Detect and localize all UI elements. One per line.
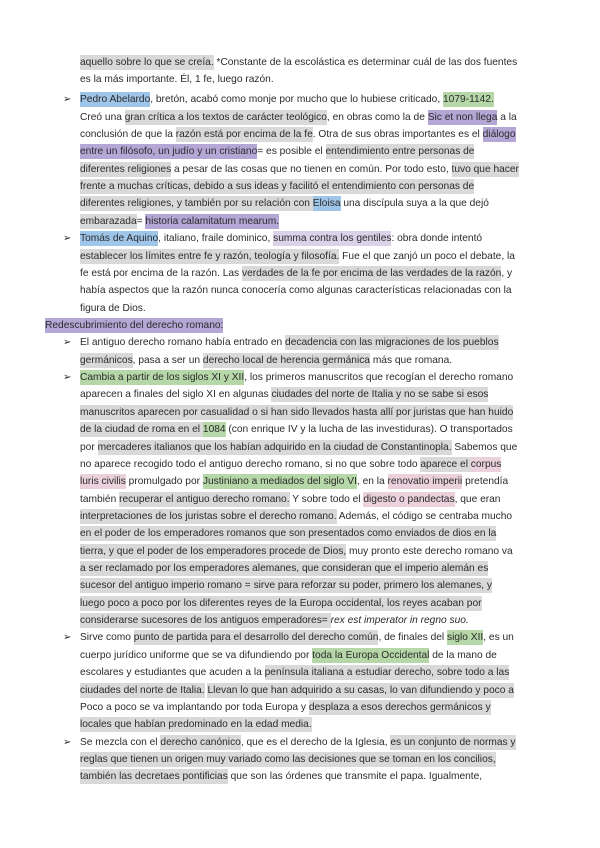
text-run: Poco a poco se va implantando por toda Europa y bbox=[80, 701, 309, 713]
highlighted-text: aparece el bbox=[420, 458, 471, 470]
bullet-arrow-icon: ➢ bbox=[63, 372, 72, 384]
highlighted-text: diálogo bbox=[482, 129, 516, 141]
text-line bbox=[80, 143, 562, 160]
text-run: El antiguo derecho romano había entrado en bbox=[80, 337, 286, 349]
text-line bbox=[80, 248, 562, 265]
text-line bbox=[80, 300, 562, 317]
text-run: aparecen a finales del siglo XI en algunas bbox=[80, 389, 272, 401]
highlighted-text: ciudades del norte de Italia y no se sabe si esos bbox=[271, 389, 489, 401]
highlighted-text: reglas que tienen un origen muy variado como las decisiones que se toman en los concilios, bbox=[80, 753, 496, 765]
highlighted-text: aquello sobre lo que se creía. bbox=[80, 57, 214, 68]
highlighted-text: embarazada bbox=[80, 215, 137, 227]
text-line bbox=[80, 508, 562, 525]
highlighted-text: 1084 bbox=[202, 424, 226, 436]
text-run: por bbox=[80, 441, 98, 453]
bullet-item bbox=[0, 91, 600, 230]
text-line bbox=[80, 577, 562, 594]
highlighted-text: diferentes religiones, y también por su relación con bbox=[80, 198, 313, 210]
highlighted-text: corpus bbox=[470, 458, 502, 470]
highlighted-text: locales que habían predominado en la edad media. bbox=[80, 719, 312, 731]
text-run: cuerpo jurídico uniforme que se va difundiendo por bbox=[80, 649, 313, 661]
highlighted-text: 1079-1142. bbox=[443, 94, 494, 106]
bullet-arrow-icon: ➢ bbox=[63, 632, 72, 644]
highlighted-text: sucesor del antiguo imperio romano = sirve para reforzar su poder, primero los alemanes, y bbox=[80, 580, 492, 592]
highlighted-text: toda la Europa Occidental bbox=[312, 649, 430, 661]
highlighted-text: en el poder de los emperadores romanos que son presentados como enviados de dios en la bbox=[80, 528, 497, 540]
text-run: Y sobre todo el bbox=[289, 493, 364, 505]
text-run: de la mano de bbox=[429, 649, 497, 661]
text-run: pretendía bbox=[462, 476, 509, 488]
text-run: : obra donde intentó bbox=[391, 233, 483, 245]
text-line bbox=[63, 334, 562, 351]
text-line bbox=[63, 734, 562, 751]
highlighted-text: frente a muchas críticas, debido a sus ideas y facilitó el entendimiento con personas de bbox=[80, 181, 475, 193]
highlighted-text: renovatio imperii bbox=[387, 476, 463, 488]
highlighted-text: considerarse sucesores de los antiguos emperadores= bbox=[80, 615, 331, 627]
text-line bbox=[80, 71, 562, 88]
text-line bbox=[80, 595, 562, 612]
highlighted-text: tierra, y que el poder de los emperadores procede de Dios, bbox=[80, 545, 347, 557]
text-run: más que romana. bbox=[369, 354, 453, 366]
text-run: rex est imperator in regno suo. bbox=[330, 615, 469, 627]
text-line bbox=[80, 751, 562, 768]
highlighted-text: a ser reclamado por los emperadores alemanes, que consideran que el imperio alemán es bbox=[80, 563, 489, 575]
highlighted-text: Llevan lo que han adquirido a su casas, lo van difundiendo y poco a bbox=[207, 684, 514, 696]
text-run: Creó una bbox=[80, 111, 125, 123]
highlighted-text: siglo XII bbox=[447, 632, 484, 644]
highlighted-text: punto de partida para el desarrollo del derecho común bbox=[133, 632, 379, 644]
highlighted-text: Sic et non llega bbox=[427, 111, 498, 123]
text-run: , es un bbox=[483, 632, 514, 644]
text-run: es la más importante. Él, 1 fe, luego razón. bbox=[80, 74, 274, 86]
text-run: = es posible el bbox=[257, 146, 326, 158]
highlighted-text: es un conjunto de normas y bbox=[390, 736, 516, 748]
highlighted-text: mercaderes italianos que los habían adquirido en la ciudad de Constantinopla. bbox=[97, 441, 452, 453]
highlighted-text: entre un filósofo, un judío y un cristiano bbox=[80, 146, 258, 158]
text-line bbox=[63, 230, 562, 247]
text-line bbox=[80, 525, 562, 542]
text-line bbox=[80, 195, 562, 212]
text-run: Se mezcla con el bbox=[80, 736, 161, 748]
text-run: (con enrique IV y la lucha de las investiduras). O transportados bbox=[225, 424, 513, 436]
bullet-item bbox=[0, 369, 600, 629]
highlighted-text: ciudades del norte de Italia. bbox=[80, 684, 205, 696]
highlighted-text: gran crítica a los textos de carácter teológico bbox=[124, 111, 327, 123]
text-line bbox=[80, 439, 562, 456]
text-line bbox=[63, 91, 562, 108]
bullet-arrow-icon: ➢ bbox=[63, 94, 72, 106]
text-run: a la bbox=[497, 111, 517, 123]
highlighted-text: Eloisa bbox=[312, 198, 341, 210]
text-run: también bbox=[80, 493, 120, 505]
text-run: fe está por encima de la razón. Las bbox=[80, 267, 242, 279]
text-run: , bretón, acabó como monje por mucho que lo hubiese criticado, bbox=[150, 94, 444, 106]
highlighted-text: diferentes religiones bbox=[80, 163, 172, 175]
text-line bbox=[63, 369, 562, 386]
paragraph bbox=[0, 54, 600, 89]
bullet-arrow-icon: ➢ bbox=[63, 736, 72, 748]
text-line bbox=[80, 664, 562, 681]
text-line bbox=[80, 699, 562, 716]
text-line bbox=[80, 456, 562, 473]
text-line bbox=[45, 317, 560, 334]
highlighted-text: desplaza a esos derechos germánicos y bbox=[308, 701, 491, 713]
text-run: Además, el código se centraba mucho bbox=[336, 510, 513, 522]
text-line bbox=[80, 352, 562, 369]
text-run: . Otra de sus obras importantes es el bbox=[312, 129, 483, 141]
highlighted-text: razón está por encima de la fe bbox=[175, 129, 313, 141]
text-run: escolares y estudiantes que acuden a la bbox=[80, 667, 265, 679]
highlighted-text: también las decretaes pontificias bbox=[80, 771, 228, 783]
text-line bbox=[80, 282, 562, 299]
text-line bbox=[80, 178, 562, 195]
text-run: Fue el que zanjó un poco el debate, la bbox=[339, 250, 515, 262]
text-line bbox=[80, 491, 562, 508]
bullet-item bbox=[0, 230, 600, 317]
text-line bbox=[80, 213, 562, 230]
text-run: , pasa a ser un bbox=[132, 354, 203, 366]
highlighted-text: tuvo que hacer bbox=[451, 163, 519, 175]
text-run: , en la bbox=[356, 476, 388, 488]
text-run: figura de Dios. bbox=[80, 302, 146, 314]
highlighted-text: digesto o pandectas bbox=[363, 493, 455, 505]
text-line bbox=[80, 54, 562, 71]
text-line bbox=[80, 612, 562, 629]
highlighted-text: de la ciudad de roma en el bbox=[80, 424, 203, 436]
text-run: conclusión de que la bbox=[80, 129, 176, 141]
highlighted-text: Redescubrimiento del derecho romano: bbox=[45, 319, 224, 331]
text-run: promulgado por bbox=[125, 476, 203, 488]
highlighted-text: historia calamitatum mearum. bbox=[145, 215, 280, 227]
bullet-item bbox=[0, 334, 600, 369]
text-run: , de finales del bbox=[378, 632, 447, 644]
text-line bbox=[80, 109, 562, 126]
bullet-item bbox=[0, 629, 600, 733]
text-run: una discípula suya a la que dejó bbox=[340, 198, 489, 210]
text-run: , italiano, fraile dominico, bbox=[158, 233, 274, 245]
text-line bbox=[80, 682, 562, 699]
text-run: muy pronto este derecho romano va bbox=[346, 545, 513, 557]
highlighted-text: luego poco a poco por los diferentes reyes de la Europa occidental, los reyes acaban por bbox=[80, 597, 482, 609]
text-line bbox=[80, 421, 562, 438]
text-run: *Constante de la escolástica es determinar cuál de las dos fuentes bbox=[213, 57, 518, 68]
text-run: , y bbox=[501, 267, 513, 279]
highlighted-text: recuperar el antiguo derecho romano. bbox=[119, 493, 290, 505]
highlighted-text: derecho local de herencia germánica bbox=[202, 354, 370, 366]
text-run: , en obras como la de bbox=[326, 111, 428, 123]
highlighted-text: decadencia con las migraciones de los pueblos bbox=[285, 337, 499, 349]
highlighted-text: summa contra los gentiles bbox=[273, 233, 392, 245]
highlighted-text: Justiniano a mediados del siglo VI bbox=[202, 476, 357, 488]
text-line bbox=[80, 404, 562, 421]
text-run: Sabemos que bbox=[451, 441, 518, 453]
highlighted-text: luris civilis bbox=[80, 476, 126, 488]
bullet-item bbox=[0, 734, 600, 786]
section-heading bbox=[0, 317, 600, 334]
text-run: no aparece recogido todo el antiguo derecho romano, si no que sobre todo bbox=[80, 458, 421, 470]
text-run: que son las órdenes que transmite el papa. Igualmente, bbox=[227, 771, 483, 783]
text-run: , que es el derecho de la Iglesia, bbox=[240, 736, 391, 748]
text-line bbox=[63, 629, 562, 646]
highlighted-text: Cambia a partir de los siglos XI y XII bbox=[80, 372, 245, 384]
text-line bbox=[80, 473, 562, 490]
highlighted-text: manuscritos aparecen por casualidad o si han sido llevados hasta allí por juristas que han huido bbox=[80, 406, 514, 418]
bullet-arrow-icon: ➢ bbox=[63, 337, 72, 349]
text-line bbox=[80, 768, 562, 785]
text-line bbox=[80, 265, 562, 282]
text-line bbox=[80, 161, 562, 178]
highlighted-text: Pedro Abelardo bbox=[80, 94, 151, 106]
highlighted-text: península italiana a estudiar derecho, sobre todo a las bbox=[264, 667, 510, 679]
highlighted-text: entendimiento entre personas de bbox=[325, 146, 475, 158]
text-line bbox=[80, 716, 562, 733]
text-run: , que eran bbox=[454, 493, 501, 505]
text-run: , los primeros manuscritos que recogían el derecho romano bbox=[244, 372, 514, 384]
bullet-arrow-icon: ➢ bbox=[63, 233, 72, 245]
text-run: = bbox=[136, 215, 146, 227]
text-line bbox=[80, 543, 562, 560]
highlighted-text: Tomás de Aquino bbox=[80, 233, 159, 245]
highlighted-text: verdades de la fe por encima de las verdades de la razón bbox=[241, 267, 502, 279]
text-line bbox=[80, 560, 562, 577]
highlighted-text: derecho canónico bbox=[160, 736, 241, 748]
text-run: a pesar de las cosas que no tienen en común. Por todo esto, bbox=[171, 163, 452, 175]
text-line bbox=[80, 647, 562, 664]
highlighted-text: establecer los límites entre fe y razón, teología y filosofía. bbox=[80, 250, 340, 262]
highlighted-text: interpretaciones de los juristas sobre el derecho romano. bbox=[80, 510, 337, 522]
text-line bbox=[80, 126, 562, 143]
highlighted-text: germánicos bbox=[80, 354, 133, 366]
text-run: Sirve como bbox=[80, 632, 134, 644]
document-page bbox=[0, 54, 600, 786]
text-run: había aspectos que la razón nunca conocería como algunas características relacionadas con la bbox=[80, 285, 512, 297]
text-line bbox=[80, 386, 562, 403]
